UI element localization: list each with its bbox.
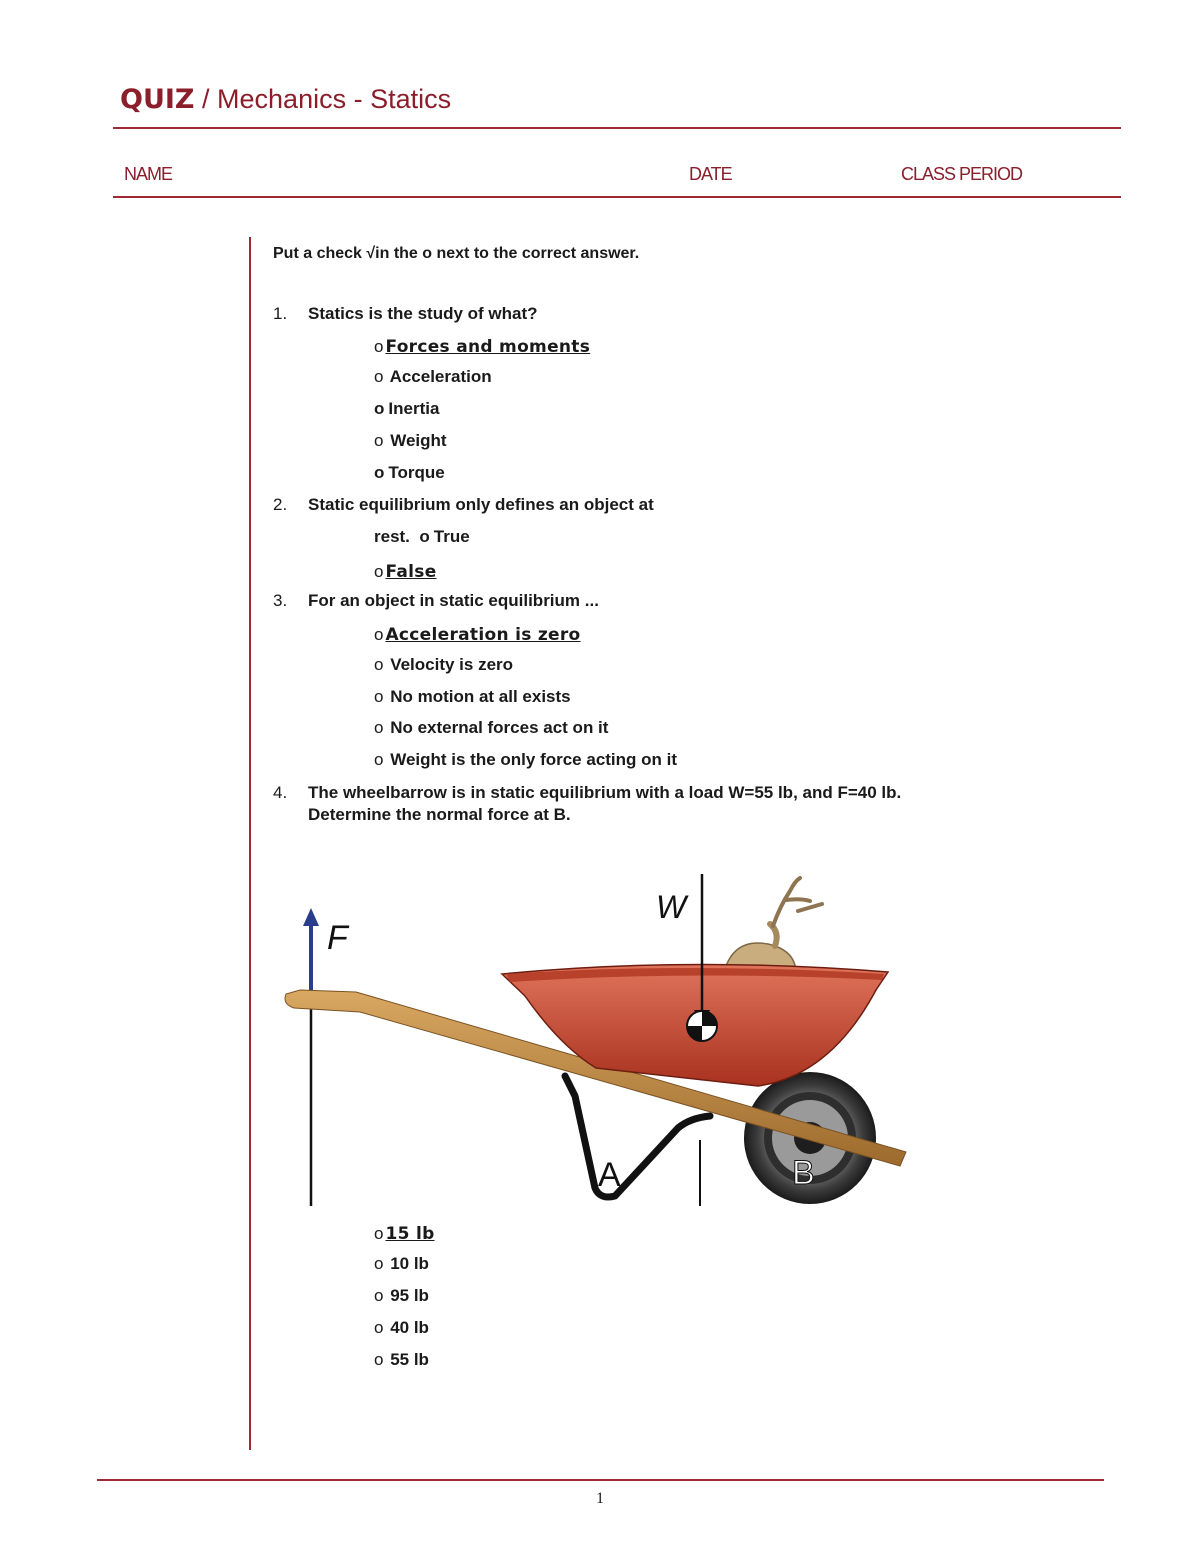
option-marker[interactable]: o bbox=[374, 1286, 384, 1305]
margin-line bbox=[249, 237, 251, 1450]
q3-option-3[interactable] bbox=[374, 687, 571, 707]
question-text-line-2: Determine the normal force at B. bbox=[308, 805, 571, 824]
q1-option-2[interactable] bbox=[374, 367, 492, 387]
option-marker[interactable]: o bbox=[374, 399, 385, 418]
option-marker[interactable]: o bbox=[374, 718, 384, 737]
question-2 bbox=[273, 495, 654, 515]
q2-option-1[interactable] bbox=[374, 527, 470, 547]
subject-label: Mechanics - Statics bbox=[217, 84, 452, 114]
question-4 bbox=[273, 783, 901, 825]
q1-option-4[interactable] bbox=[374, 431, 447, 451]
q1-option-3[interactable] bbox=[374, 399, 439, 419]
question-number: 4. bbox=[273, 783, 288, 802]
q4-option-1[interactable] bbox=[374, 1224, 435, 1244]
w-label: W bbox=[656, 889, 687, 925]
option-marker[interactable]: o bbox=[374, 1254, 384, 1273]
name-field-label: NAME bbox=[124, 164, 173, 184]
option-marker[interactable]: o bbox=[374, 562, 384, 581]
footer-rule bbox=[97, 1479, 1104, 1481]
option-marker[interactable]: o bbox=[374, 625, 384, 644]
question-1 bbox=[273, 304, 538, 324]
date-field-label: DATE bbox=[689, 164, 732, 184]
q4-option-4[interactable] bbox=[374, 1318, 429, 1338]
q4-option-3[interactable] bbox=[374, 1286, 429, 1306]
point-b-label: B bbox=[792, 1154, 815, 1192]
option-label: No external forces act on it bbox=[390, 718, 609, 737]
question-text-continued: rest. bbox=[374, 527, 410, 546]
header-rule-bottom bbox=[113, 196, 1121, 198]
option-marker[interactable]: o bbox=[374, 1318, 384, 1337]
class-period-field-label: CLASS PERIOD bbox=[901, 164, 1023, 184]
option-label: 95 lb bbox=[390, 1286, 429, 1305]
f-arrow-head bbox=[303, 908, 319, 926]
instruction-text: Put a check √in the o next to the correct answer. bbox=[273, 245, 640, 262]
option-label: Acceleration bbox=[389, 367, 492, 386]
option-marker[interactable]: o bbox=[374, 750, 384, 769]
option-label: Weight bbox=[390, 431, 447, 450]
option-label: True bbox=[433, 527, 470, 546]
q3-option-1[interactable] bbox=[374, 625, 581, 645]
correct-answer: Acceleration is zero bbox=[385, 625, 581, 645]
option-label: 55 lb bbox=[390, 1350, 429, 1369]
page-number: 1 bbox=[596, 1490, 604, 1507]
option-marker[interactable]: o bbox=[374, 1350, 384, 1369]
correct-answer: 15 lb bbox=[385, 1224, 435, 1244]
q4-option-5[interactable] bbox=[374, 1350, 429, 1370]
question-number: 2. bbox=[273, 495, 288, 514]
q3-option-5[interactable] bbox=[374, 750, 677, 770]
header-rule-top bbox=[113, 127, 1121, 129]
q3-option-2[interactable] bbox=[374, 655, 513, 675]
option-marker[interactable]: o bbox=[374, 655, 384, 674]
q3-option-4[interactable] bbox=[374, 718, 608, 738]
option-label: Weight is the only force acting on it bbox=[390, 750, 678, 769]
title-separator: / bbox=[194, 84, 218, 114]
option-label: No motion at all exists bbox=[390, 687, 571, 706]
question-number: 1. bbox=[273, 304, 288, 323]
load-sack bbox=[725, 878, 822, 972]
center-of-gravity-marker bbox=[687, 1011, 717, 1041]
option-marker[interactable]: o bbox=[374, 1224, 384, 1243]
q1-option-5[interactable] bbox=[374, 463, 445, 483]
question-text: Static equilibrium only defines an object at bbox=[308, 495, 654, 514]
q1-option-1[interactable] bbox=[374, 337, 590, 357]
question-text: The wheelbarrow is in static equilibrium with a load W=55 lb, and F=40 lb. bbox=[308, 783, 902, 802]
q2-option-2[interactable] bbox=[374, 562, 437, 582]
option-label: Torque bbox=[388, 463, 445, 482]
option-label: Inertia bbox=[388, 399, 440, 418]
question-number: 3. bbox=[273, 591, 288, 610]
option-marker[interactable]: o bbox=[374, 367, 384, 386]
point-a-label: A bbox=[598, 1156, 621, 1194]
option-marker[interactable]: o bbox=[419, 527, 430, 546]
question-text: Statics is the study of what? bbox=[308, 304, 538, 323]
option-marker[interactable]: o bbox=[374, 431, 384, 450]
wheelbarrow-diagram bbox=[270, 866, 910, 1212]
option-marker[interactable]: o bbox=[374, 337, 384, 356]
question-3 bbox=[273, 591, 599, 611]
correct-answer: False bbox=[385, 562, 437, 582]
option-label: Velocity is zero bbox=[390, 655, 514, 674]
option-marker[interactable]: o bbox=[374, 687, 384, 706]
quiz-label: QUIZ bbox=[120, 84, 195, 115]
option-marker[interactable]: o bbox=[374, 463, 385, 482]
q4-option-2[interactable] bbox=[374, 1254, 429, 1274]
option-label: 10 lb bbox=[390, 1254, 429, 1273]
quiz-title bbox=[120, 84, 451, 115]
question-text: For an object in static equilibrium ... bbox=[308, 591, 599, 610]
correct-answer: Forces and moments bbox=[385, 337, 591, 357]
f-label: F bbox=[327, 919, 348, 957]
option-label: 40 lb bbox=[390, 1318, 429, 1337]
